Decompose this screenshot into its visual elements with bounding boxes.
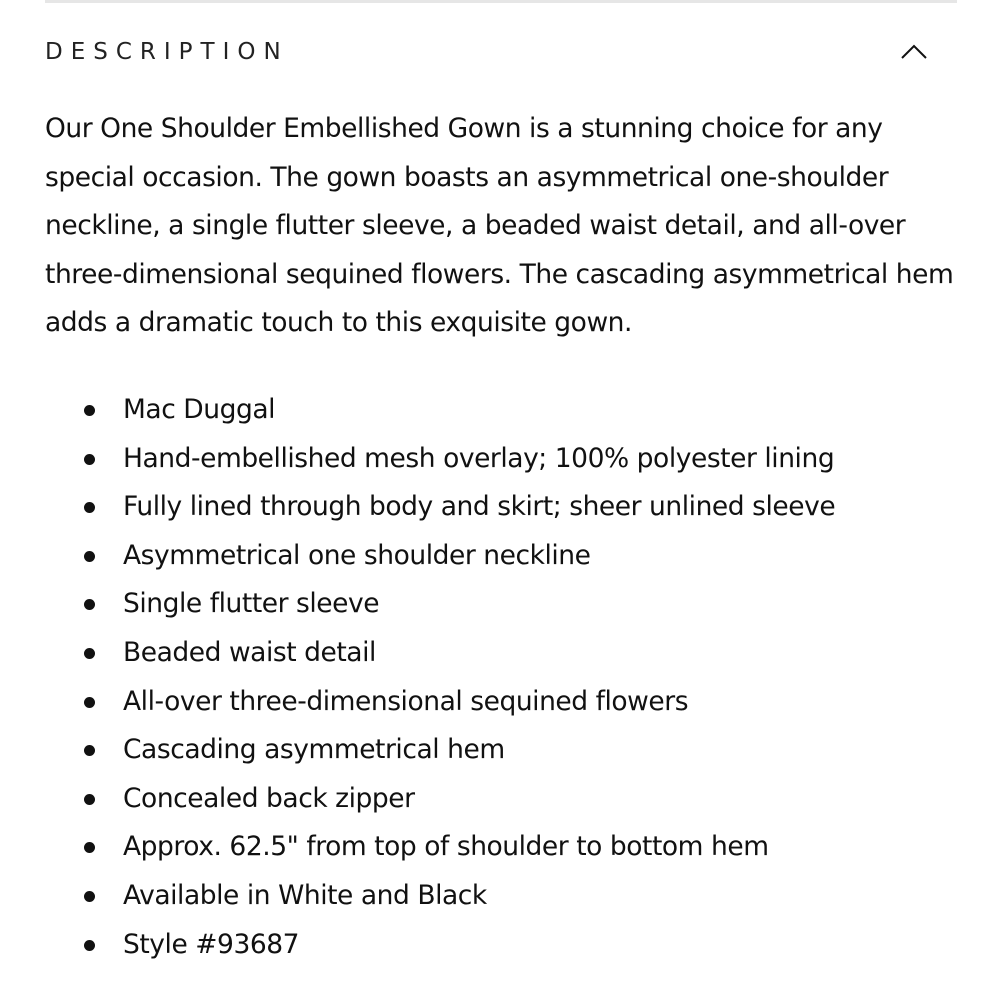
feature-text: Cascading asymmetrical hem [123, 734, 505, 766]
feature-text: Fully lined through body and skirt; sheer unlined sleeve [123, 491, 836, 523]
feature-text: Hand-embellished mesh overlay; 100% polyester lining [123, 442, 835, 474]
bullet-icon [84, 842, 95, 853]
feature-item [0, 775, 1000, 824]
feature-text: Single flutter sleeve [123, 588, 380, 620]
feature-item [0, 726, 1000, 775]
bullet-icon [84, 940, 95, 951]
bullet-icon [84, 502, 95, 513]
bullet-icon [84, 454, 95, 465]
feature-text: All-over three-dimensional sequined flowers [123, 685, 689, 717]
bullet-icon [84, 599, 95, 610]
bullet-icon [84, 891, 95, 902]
feature-item [0, 580, 1000, 629]
feature-item [0, 823, 1000, 872]
feature-item [0, 435, 1000, 484]
feature-item [0, 386, 1000, 435]
bullet-icon [84, 697, 95, 708]
chevron-up-icon[interactable] [899, 37, 929, 67]
feature-text: Available in White and Black [123, 879, 487, 911]
feature-text: Concealed back zipper [123, 782, 415, 814]
feature-item [0, 872, 1000, 921]
feature-list [0, 386, 1000, 969]
bullet-icon [84, 648, 95, 659]
bullet-icon [84, 551, 95, 562]
feature-text: Style #93687 [123, 928, 300, 960]
product-description: Our One Shoulder Embellished Gown is a stunning choice for any special occasion. The gown boasts an asymmetrical one-shoulder neckline, a single flutter sleeve, a beaded waist detail, and all-over three-dimensional sequined flowers. The cascading asymmetrical hem adds a dramatic touch to this exquisite gown. [45, 113, 954, 338]
feature-item [0, 532, 1000, 581]
bullet-icon [84, 745, 95, 756]
feature-item [0, 678, 1000, 727]
feature-text: Asymmetrical one shoulder neckline [123, 539, 591, 571]
description-section-title: DESCRIPTION [45, 39, 289, 65]
feature-text: Approx. 62.5" from top of shoulder to bottom hem [123, 831, 769, 863]
feature-text: Mac Duggal [123, 394, 276, 425]
feature-item [0, 921, 1000, 970]
bullet-icon [84, 794, 95, 805]
feature-text: Beaded waist detail [123, 636, 376, 668]
feature-item [0, 483, 1000, 532]
description-accordion-header[interactable] [45, 28, 957, 76]
bullet-icon [84, 405, 95, 416]
feature-item [0, 629, 1000, 678]
section-divider [45, 0, 957, 3]
